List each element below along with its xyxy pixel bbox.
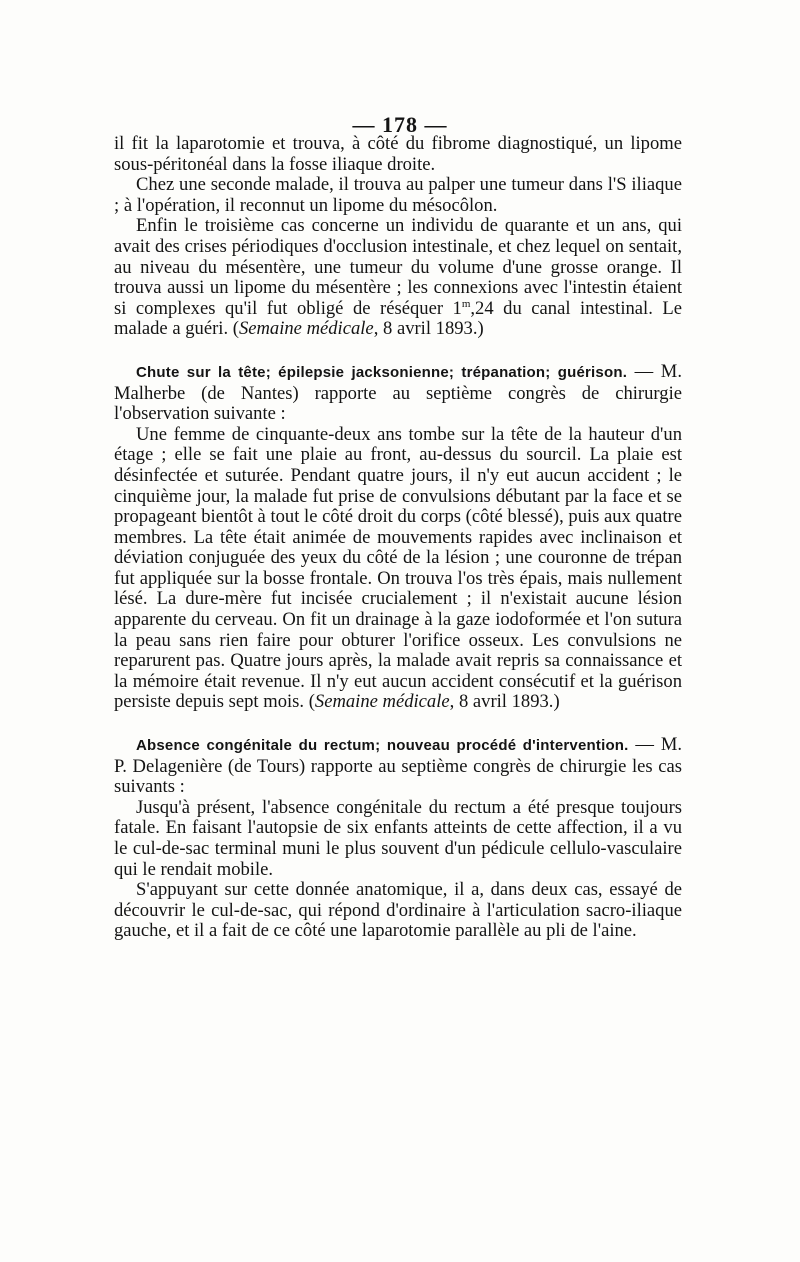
section-absence-heading: Absence congénitale du rectum; nouveau procédé d'intervention. (136, 737, 629, 755)
citation-date: , 8 avril 1893.) (373, 318, 484, 340)
section-chute-body-text: Une femme de cinquante-deux ans tombe sur la tête de la hauteur d'un étage ; elle se fait une plaie au front, au-dessus du sourcil. La plaie est désinfectée et suturée. Pendant quatre jours, il n'y eut aucun accident ; le cinquième jour, la malade fut prise de convulsions débutant par la face et se propageant bientôt à tout le côté droit du corps (côté blessé), puis aux quatre membres. La tête était animée de mouvements rapides avec inclinaison et déviation conjuguée des yeux du côté de la lésion ; une couronne de trépan fut appliquée sur la bosse frontale. On trouva l'os très épais, mais nullement lésé. La dure-mère fut incisée crucialement ; il n'existait aucune lésion apparente du cerveau. On fit un drainage à la gaze iodoformée et l'on sutura la peau sans rien faire pour obturer l'orifice osseux. Les convulsions ne reparurent pas. Quatre jours après, la malade avait repris sa connaissance et la mémoire était revenue. Il n'y eut aucun accident consécutif et la guérison persiste depuis sept mois. ( (114, 423, 682, 713)
paragraph-third-case (114, 216, 682, 340)
paragraph-continued: il fit la laparotomie et trouva, à côté du fibrome diagnostiqué, un lipome sous-péritonéal dans la fosse iliaque droite. (114, 133, 682, 175)
paragraph-third-case-end: ,24 du canal intestinal. Le malade a guéri. ( (114, 297, 682, 340)
section-chute-citation-date: , 8 avril 1893.) (449, 691, 560, 713)
section-chute (114, 362, 682, 425)
section-chute-citation-journal: Semaine médicale (314, 691, 450, 713)
paragraph-second-case: Chez une seconde malade, il trouva au palper une tumeur dans l'S iliaque ; à l'opération, il reconnut un lipome du mésocôlon. (114, 174, 682, 216)
section-chute-intro: — M. Malherbe (de Nantes) rapporte au septième congrès de chirurgie l'observation suivante : (114, 360, 682, 425)
paragraph-third-case-text: Enfin le troisième cas concerne un individu de quarante et un ans, qui avait des crises périodiques d'occlusion intestinale, et chez lequel on sentait, au niveau du mésentère, une tumeur du volume d'une grosse orange. Il trouva aussi un lipome du mésentère ; les connexions avec l'intestin étaient si complexes qu'il fut obligé de réséquer 1 (114, 215, 682, 319)
section-absence-body-1: Jusqu'à présent, l'absence congénitale du rectum a été presque toujours fatale. En faisant l'autopsie de six enfants atteints de cette affection, il a vu le cul-de-sac terminal muni le plus souvent d'un pédicule cellulo-vasculaire qui le rendait mobile. (114, 796, 682, 880)
section-absence (114, 735, 682, 798)
meter-superscript: m (461, 297, 471, 310)
body-text (114, 134, 682, 942)
section-chute-heading: Chute sur la tête; épilepsie jacksonienne; trépanation; guérison. (136, 363, 628, 381)
section-absence-intro: — M. P. Delagenière (de Tours) rapporte au septième congrès de chirurgie les cas suivants : (114, 734, 683, 798)
citation-journal: Semaine médicale (238, 318, 374, 340)
section-absence-body-2: S'appuyant sur cette donnée anatomique, il a, dans deux cas, essayé de découvrir le cul-de-sac, qui répond d'ordinaire à l'articulation sacro-iliaque gauche, et il a fait de ce côté une laparotomie parallèle au pli de l'aine. (114, 879, 682, 942)
section-chute-body (114, 425, 682, 713)
page-number: — 178 — (352, 112, 448, 137)
